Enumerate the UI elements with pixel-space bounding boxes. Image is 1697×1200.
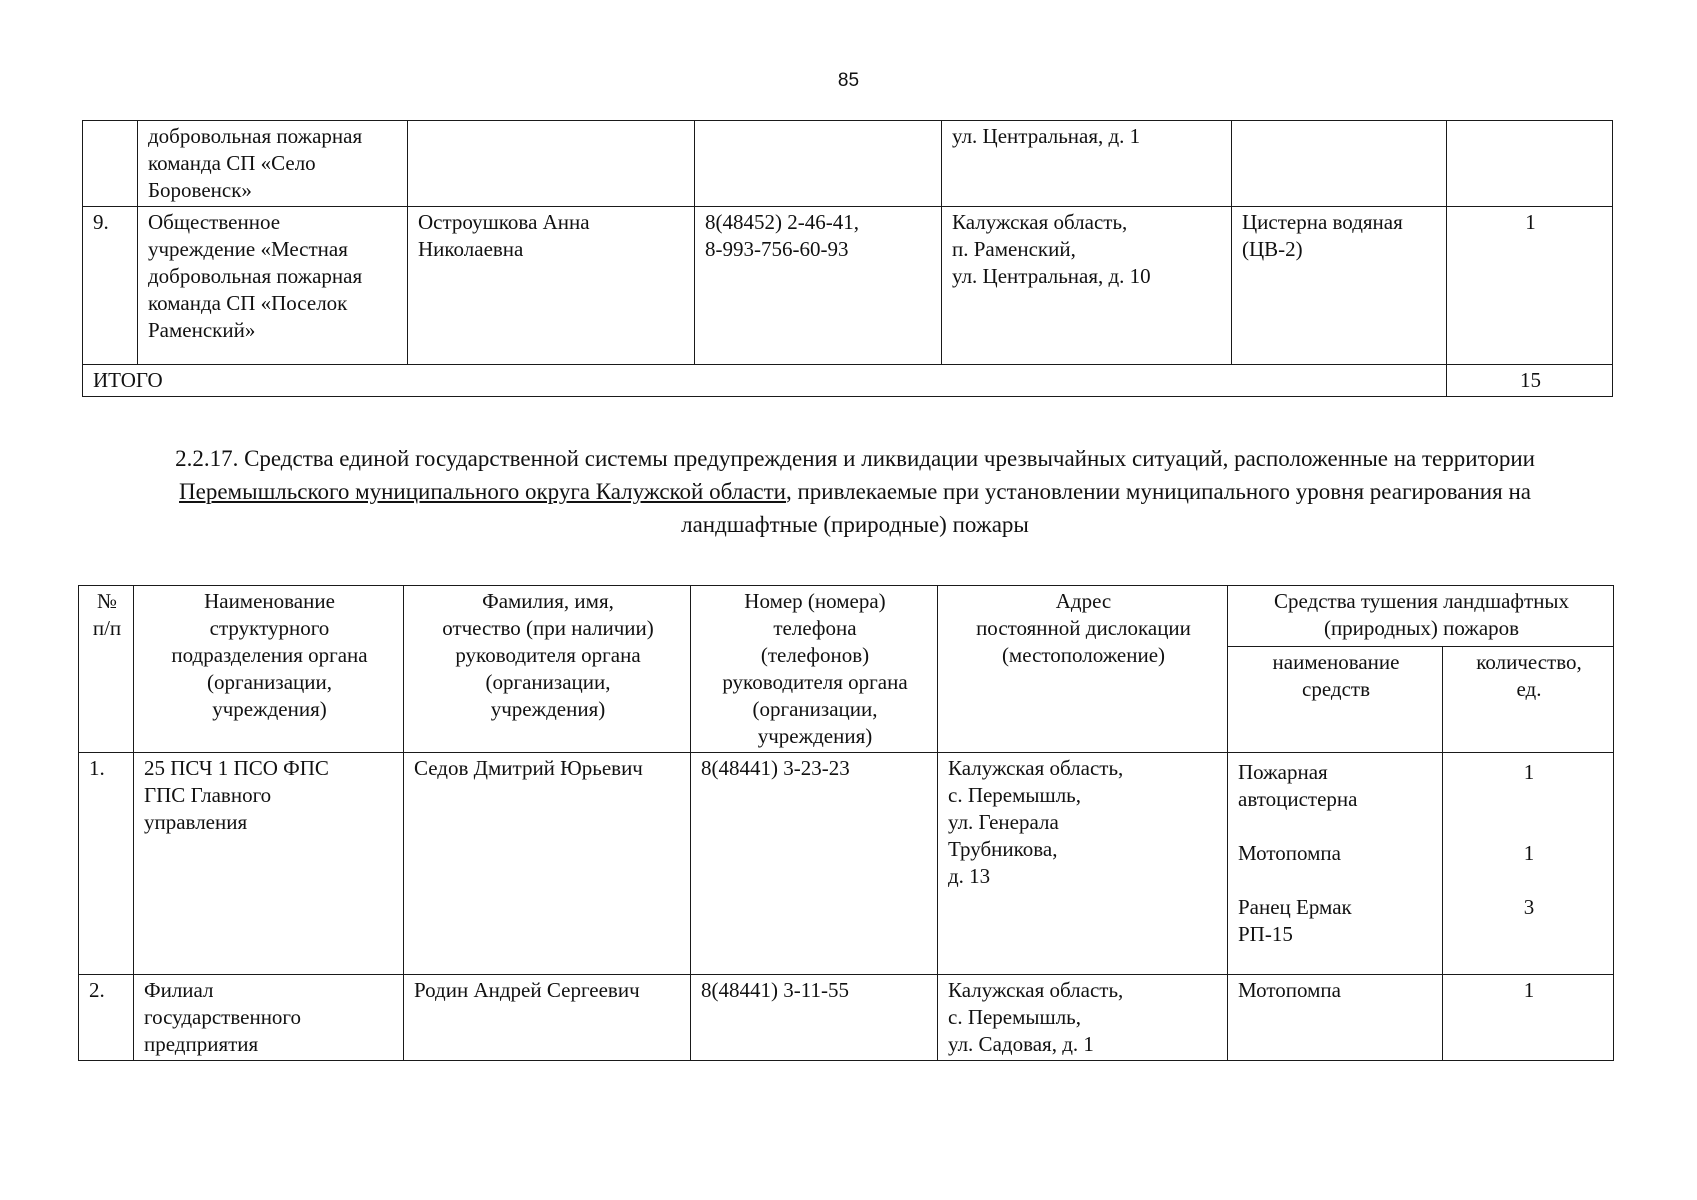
quantity-cell bbox=[1447, 121, 1613, 207]
header-unit-name: Наименование структурного подразделения органа (организации, учреждения) bbox=[134, 586, 404, 753]
equipment-item: Мотопомпа bbox=[1238, 841, 1341, 865]
phone-cell: 8(48452) 2-46-41, 8-993-756-60-93 bbox=[695, 207, 942, 365]
caption-underlined-text: Перемышльского муниципального округа Калужской области bbox=[179, 479, 786, 504]
continuation-table bbox=[82, 120, 1613, 397]
caption-text-start: 2.2.17. Средства единой государственной системы предупреждения и ликвидации чрезвычайных ситуаций, расположенные на территории bbox=[175, 446, 1535, 471]
header-means-quantity: количество, ед. bbox=[1443, 647, 1614, 753]
caption-text-end: , привлекаемые при установлении муниципального уровня реагирования на ландшафтные (природные) пожары bbox=[681, 479, 1531, 537]
equipment-cell bbox=[1232, 121, 1447, 207]
address-cell: Калужская область, п. Раменский, ул. Центральная, д. 10 bbox=[942, 207, 1232, 365]
equipment-item: Мотопомпа bbox=[1238, 978, 1341, 1002]
row-number: 2. bbox=[79, 975, 134, 1061]
header-head-name: Фамилия, имя, отчество (при наличии) руководителя органа (организации, учреждения) bbox=[404, 586, 691, 753]
head-name-cell bbox=[408, 121, 695, 207]
equipment-item: Ранец Ермак bbox=[1238, 895, 1352, 919]
table-row bbox=[83, 207, 1613, 365]
unit-name-cell: Общественное учреждение «Местная добровольная пожарная команда СП «Поселок Раменский» bbox=[138, 207, 408, 365]
header-means-group: Средства тушения ландшафтных (природных) пожаров bbox=[1228, 586, 1614, 647]
row-number bbox=[83, 121, 138, 207]
header-row bbox=[79, 586, 1614, 647]
total-row bbox=[83, 365, 1613, 397]
head-name-cell: Седов Дмитрий Юрьевич bbox=[404, 753, 691, 975]
quantity-cell: 1 bbox=[1447, 207, 1613, 365]
equipment-qty: 1 bbox=[1523, 760, 1535, 784]
equipment-cell bbox=[1228, 753, 1443, 975]
phone-cell bbox=[695, 121, 942, 207]
header-means-name: наименование средств bbox=[1228, 647, 1443, 753]
equipment-qty: 3 bbox=[1523, 895, 1535, 919]
equipment-cell bbox=[1228, 975, 1443, 1061]
row-number: 1. bbox=[79, 753, 134, 975]
equipment-qty: 1 bbox=[1523, 978, 1535, 1002]
table-row bbox=[79, 975, 1614, 1061]
row-number: 9. bbox=[83, 207, 138, 365]
equipment-item: автоцистерна bbox=[1238, 787, 1358, 811]
total-value: 15 bbox=[1447, 365, 1613, 397]
address-cell: Калужская область, с. Перемышль, ул. Генерала Трубникова, д. 13 bbox=[938, 753, 1228, 975]
table-row bbox=[79, 753, 1614, 975]
quantity-cell bbox=[1443, 975, 1614, 1061]
section-caption bbox=[120, 442, 1590, 541]
head-name-cell: Остроушкова Анна Николаевна bbox=[408, 207, 695, 365]
equipment-cell: Цистерна водяная (ЦВ-2) bbox=[1232, 207, 1447, 365]
phone-cell: 8(48441) 3-23-23 bbox=[691, 753, 938, 975]
phone-cell: 8(48441) 3-11-55 bbox=[691, 975, 938, 1061]
address-cell: ул. Центральная, д. 1 bbox=[942, 121, 1232, 207]
quantity-cell bbox=[1443, 753, 1614, 975]
page-number: 85 bbox=[837, 70, 860, 91]
unit-name-cell: добровольная пожарная команда СП «Село Боровенск» bbox=[138, 121, 408, 207]
equipment-qty: 1 bbox=[1523, 841, 1535, 865]
equipment-item: Пожарная bbox=[1238, 760, 1328, 784]
means-table bbox=[78, 585, 1614, 1061]
unit-name-cell: Филиал государственного предприятия bbox=[134, 975, 404, 1061]
header-number: № п/п bbox=[79, 586, 134, 753]
header-address: Адрес постоянной дислокации (местоположение) bbox=[938, 586, 1228, 753]
unit-name-cell: 25 ПСЧ 1 ПСО ФПС ГПС Главного управления bbox=[134, 753, 404, 975]
head-name-cell: Родин Андрей Сергеевич bbox=[404, 975, 691, 1061]
header-phone: Номер (номера) телефона (телефонов) руководителя органа (организации, учреждения) bbox=[691, 586, 938, 753]
address-cell: Калужская область, с. Перемышль, ул. Садовая, д. 1 bbox=[938, 975, 1228, 1061]
equipment-item: РП-15 bbox=[1238, 922, 1293, 946]
total-label: ИТОГО bbox=[83, 365, 1447, 397]
table-row bbox=[83, 121, 1613, 207]
